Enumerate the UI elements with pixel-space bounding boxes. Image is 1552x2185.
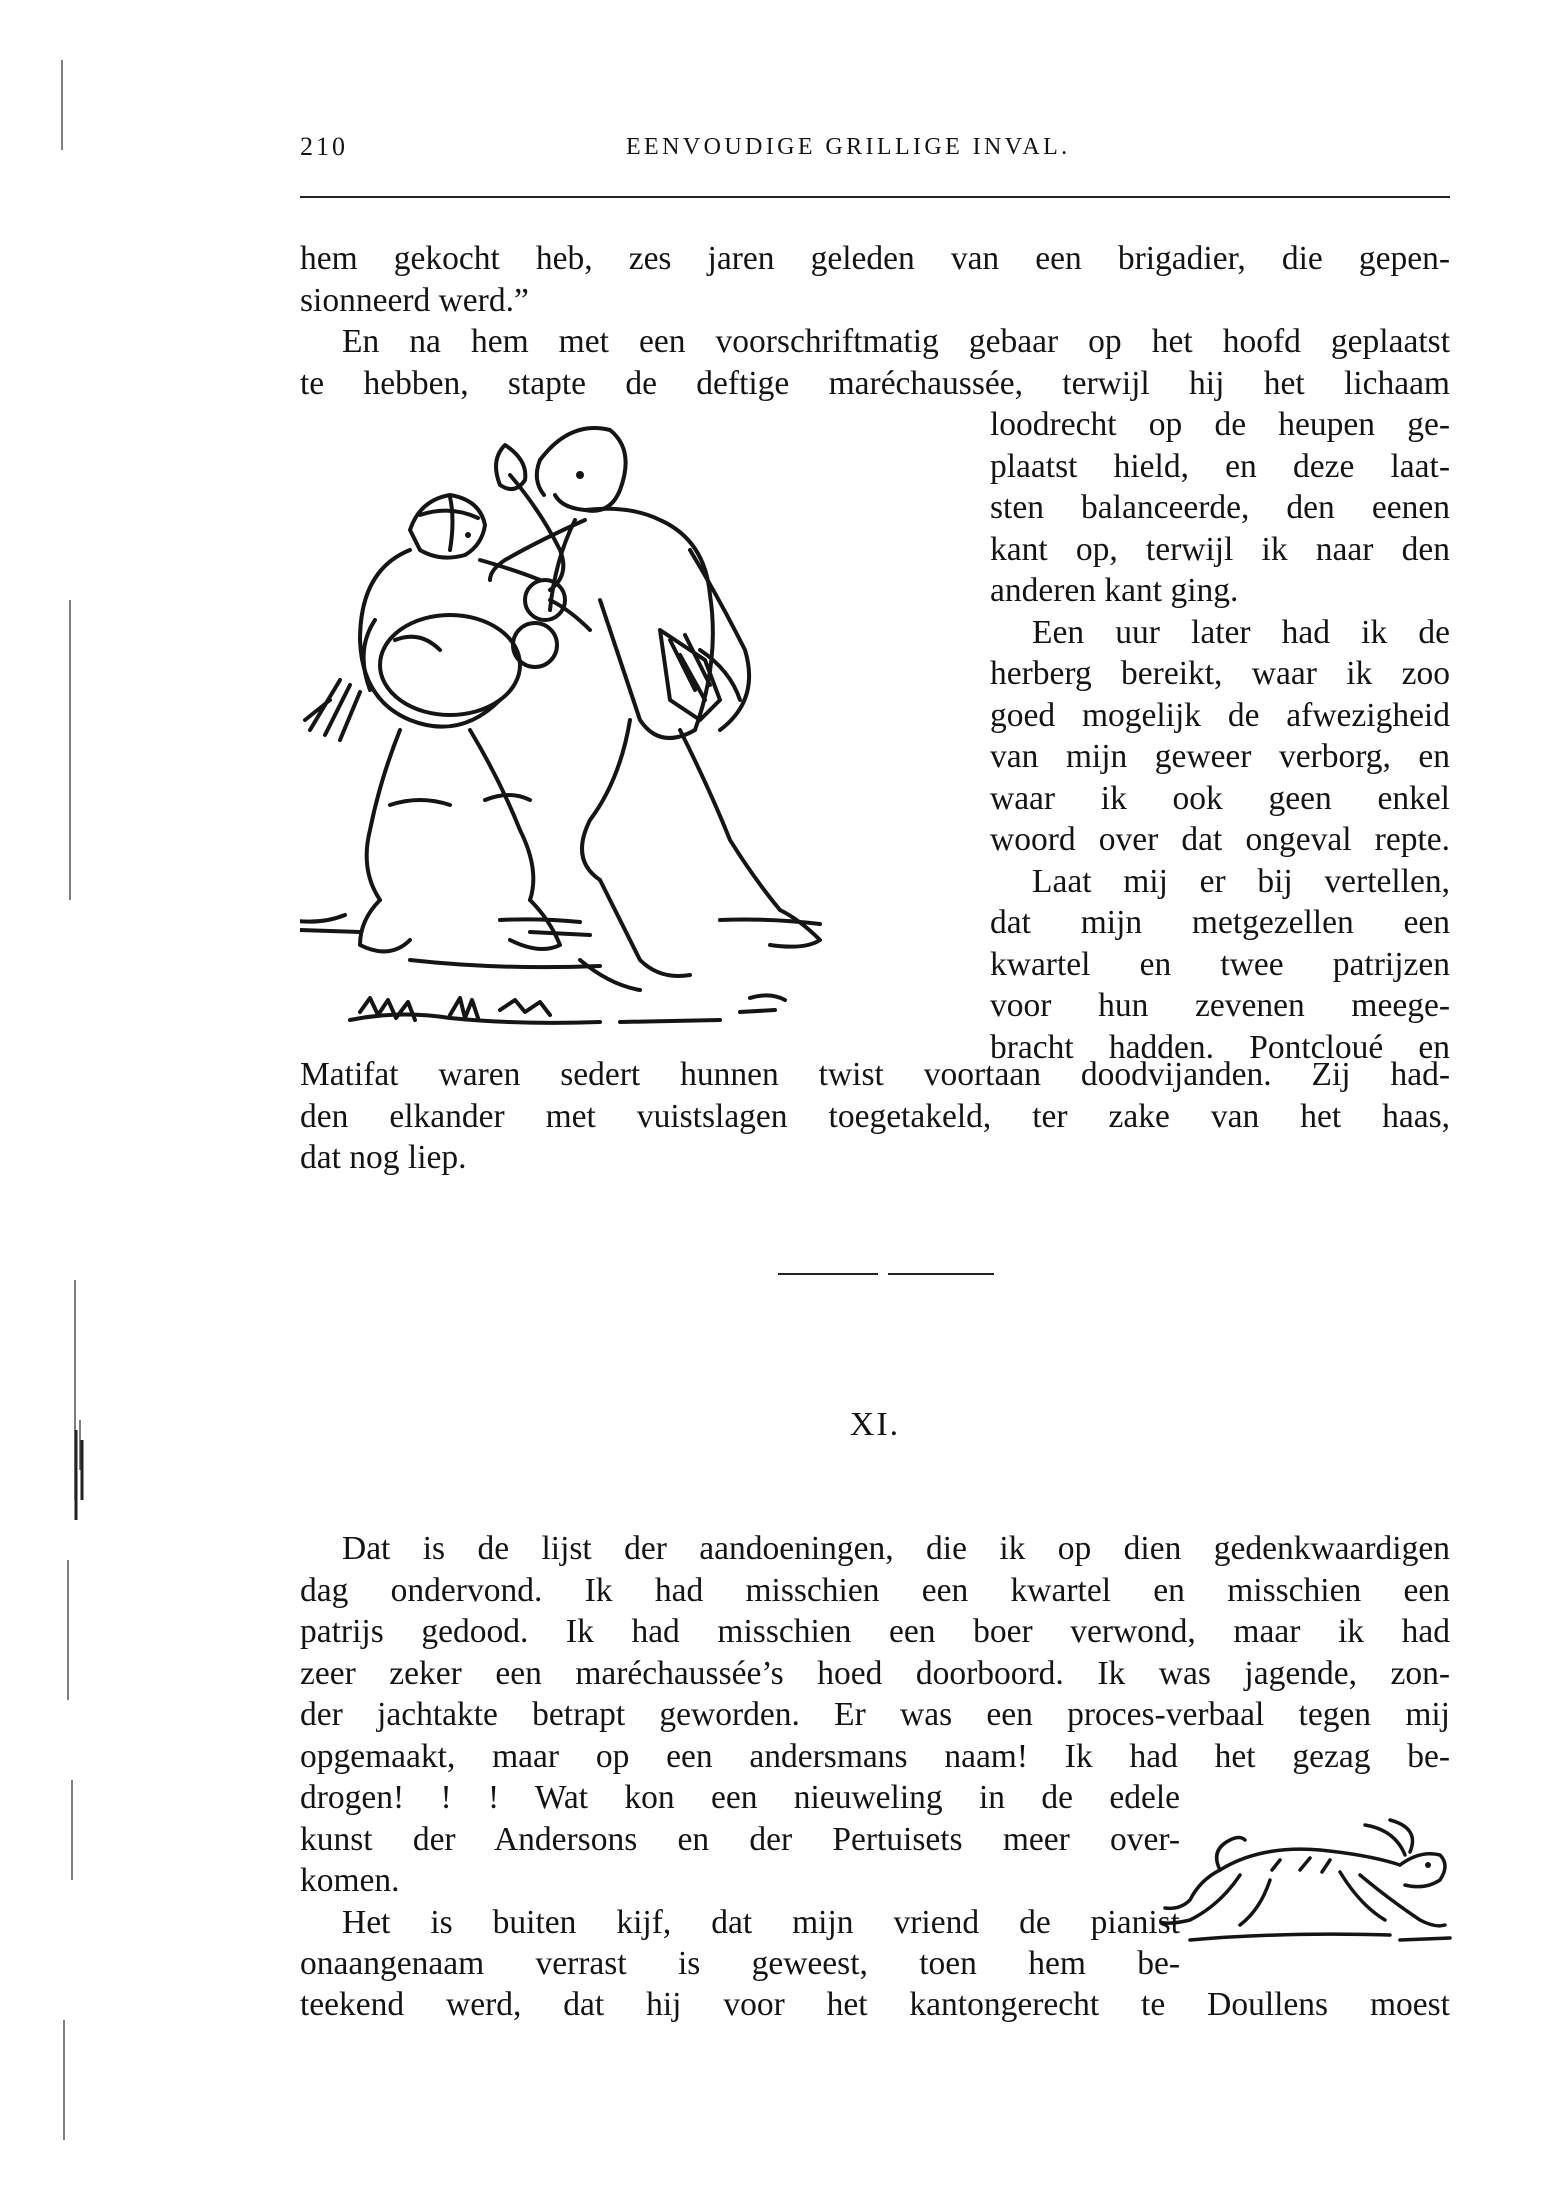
text-line: patrijs gedood. Ik had misschien een boer verwond, maar ik had [300,1613,1450,1650]
text-line: loodrecht op de heupen ge- [990,406,1450,443]
text-line: onaangenaam verrast is geweest, toen hem be- [300,1945,1180,1982]
text-line: zeer zeker een maréchaussée’s hoed doorboord. Ik was jagende, zon- [300,1654,1450,1692]
text-line: woord over dat ongeval repte. [990,821,1450,858]
text-line: kant op, terwijl ik naar den [990,530,1450,568]
text-line: voor hun zevenen meege- [990,987,1450,1024]
text-line: anderen kant ging. [990,572,1239,609]
paragraph-a [300,238,1450,404]
paragraph-d [300,1984,1450,2026]
text-line: Matifat waren sedert hunnen twist voortaan doodvijanden. Zij had- [300,1056,1450,1093]
text-line: goed mogelijk de afwezigheid [990,696,1450,734]
section-separator [778,1270,994,1278]
text-line: En na hem met een voorschriftmatig gebaar op het hoofd geplaatst [342,323,1450,360]
text-line: sten balanceerde, den eenen [990,489,1450,526]
paragraph-beside-hare [300,1777,1180,1985]
running-title: EENVOUDIGE GRILLIGE INVAL. [626,134,1071,160]
text-line: sionneerd werd.” [300,281,529,319]
page-number: 210 [300,132,348,161]
text-line: Laat mij er bij vertellen, [1032,862,1450,900]
text-line: bracht hadden. Pontcloué en [990,1028,1450,1066]
text-line: dat mijn metgezellen een [990,904,1450,941]
text-line: kwartel en twee patrijzen [990,945,1450,983]
text-line: te hebben, stapte de deftige maréchaussée, terwijl hij het lichaam [300,364,1450,402]
chapter-heading: XI. [849,1406,901,1443]
text-line: Dat is de lijst der aandoeningen, die ik op dien gedenkwaardigen [342,1530,1450,1567]
text-line: plaatst hield, en deze laat- [990,447,1450,485]
text-line: Het is buiten kijf, dat mijn vriend de pianist [342,1903,1180,1941]
hare-illustration [1160,1810,1460,1960]
scan-margin-artifacts [0,0,120,2185]
header-rule [300,196,1450,198]
text-line: dag ondervond. Ik had misschien een kwartel en misschien een [300,1571,1450,1609]
text-line: den elkander met vuistslagen toegetakeld, ter zake van het haas, [300,1097,1450,1135]
page-header [300,132,1450,176]
text-line: komen. [300,1862,400,1899]
text-line: drogen! ! ! Wat kon een nieuweling in de edele [300,1779,1180,1816]
text-line: teekend werd, dat hij voor het kantongerecht te Doullens moest [300,1986,1450,2023]
paragraph-c [300,1528,1450,1777]
text-line: herberg bereikt, waar ik zoo [990,655,1450,692]
paragraph-b [300,1054,1450,1179]
boxers-illustration [300,400,980,1040]
text-line: van mijn geweer verborg, en [990,738,1450,775]
text-line: hem gekocht heb, zes jaren geleden van een brigadier, die gepen- [300,240,1450,277]
text-line: kunst der Andersons en der Pertuisets meer over- [300,1820,1180,1858]
paragraph-beside-illustration [990,404,1450,1068]
text-line: opgemaakt, maar op een andersmans naam! Ik had het gezag be- [300,1737,1450,1775]
text-line: dat nog liep. [300,1139,467,1176]
text-line: Een uur later had ik de [1032,613,1450,651]
text-line: der jachtakte betrapt geworden. Er was een proces-verbaal tegen mij [300,1696,1450,1733]
text-line: waar ik ook geen enkel [990,779,1450,817]
